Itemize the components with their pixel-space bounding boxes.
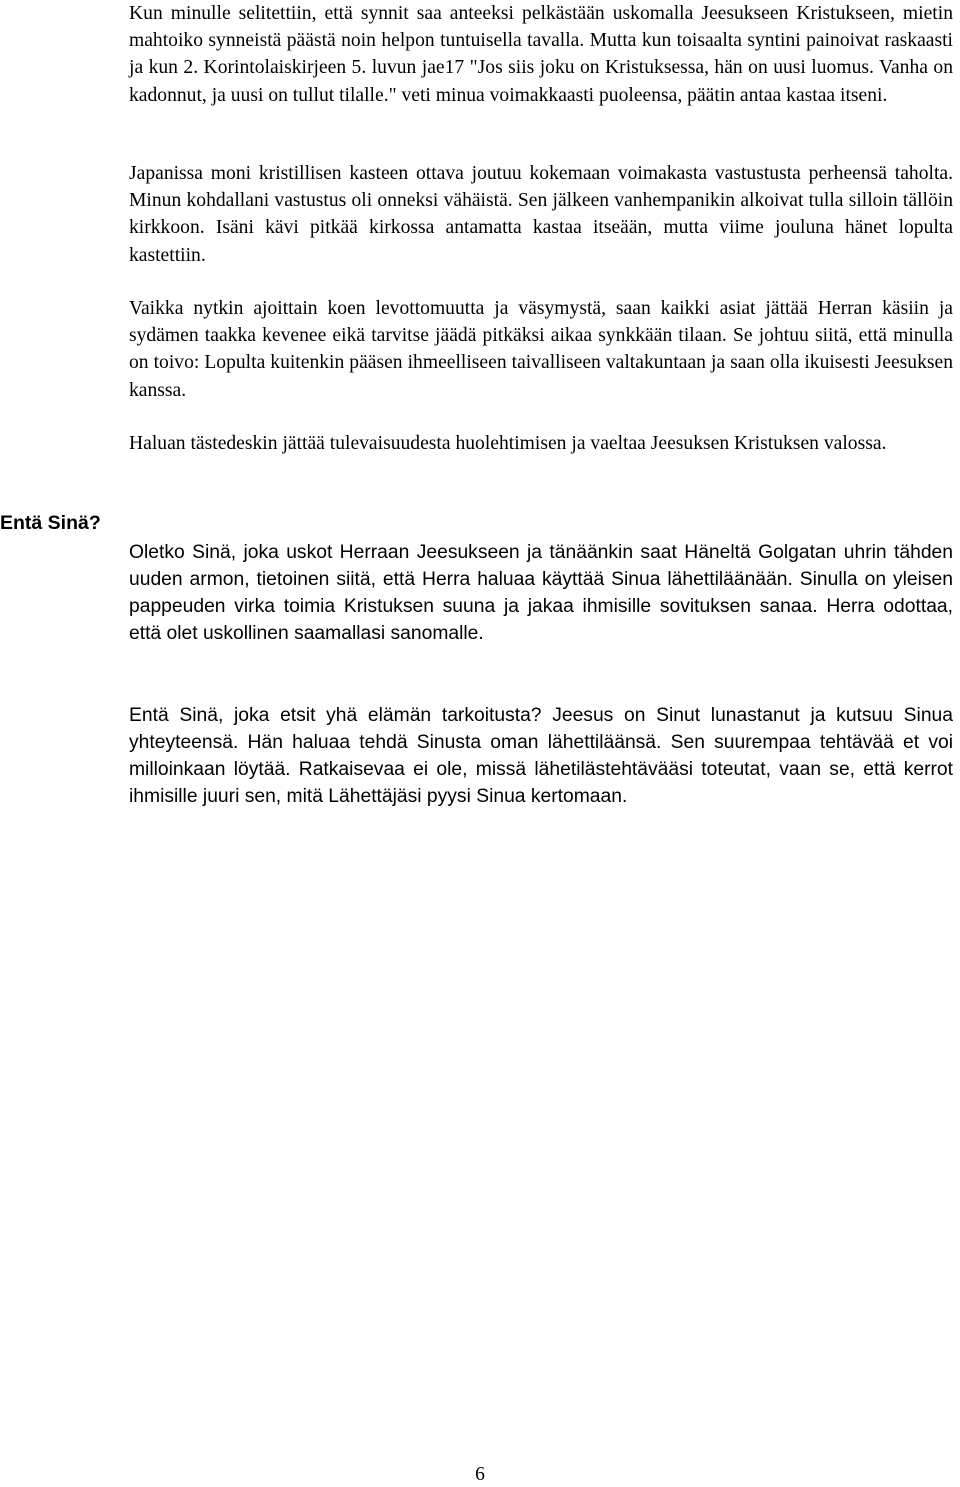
paragraph-believer-call: [129, 539, 953, 647]
paragraph-text: Oletko Sinä, joka uskot Herraan Jeesukseen ja tänäänkin saat Häneltä Golgatan uhrin tähden uuden armon, tietoinen siitä, että Herra haluaa käyttää Sinua lähettiläänään. Sinulla on yleisen pappeuden virka toimia Kristuksen suuna ja jakaa ihmisille sovituksen sanaa. Herra odottaa, että olet uskollinen saamallasi sanomalle.: [129, 542, 953, 644]
paragraph-hope: [129, 295, 953, 404]
paragraph-text: Entä Sinä, joka etsit yhä elämän tarkoitusta? Jeesus on Sinut lunastanut ja kutsuu Sinua yhteyteensä. Hän haluaa tehdä Sinusta oman lähettiläänsä. Sen suurempaa tehtävää et voi milloinkaan löytää. Ratkaisevaa ei ole, missä lähetilästehtävääsi toteutat, vaan se, että kerrot ihmisille juuri sen, mitä Lähettäjäsi pyysi Sinua kertomaan.: [129, 705, 953, 807]
paragraph-baptism-decision: [129, 0, 953, 109]
paragraph-text: Japanissa moni kristillisen kasteen ottava joutuu kokemaan voimakasta vastustusta perheensä taholta. Minun kohdallani vastustus oli onneksi vähäistä. Sen jälkeen vanhempanikin alkoivat tulla silloin tällöin kirkkoon. Isäni kävi pitkää kirkossa antamatta kastaa itseään, mutta viime jouluna hänet lopulta kastettiin.: [129, 163, 953, 266]
paragraph-text: Kun minulle selitettiin, että synnit saa anteeksi pelkästään uskomalla Jeesukseen Kristukseen, mietin mahtoiko synneistä päästä noin helpon tuntuisella tavalla. Mutta kun toisaalta syntini painoivat raskaasti ja kun 2. Korintolaiskirjeen 5. luvun jae17 "Jos siis joku on Kristuksessa, hän on uusi luomus. Vanha on kadonnut, ja uusi on tullut tilalle." veti minua voimakkaasti puoleensa, päätin antaa kastaa itseni.: [129, 3, 953, 106]
section-heading: Entä Sinä?: [0, 512, 101, 534]
paragraph-family-opposition: [129, 160, 953, 269]
page-number: 6: [475, 1464, 485, 1485]
paragraph-text: Vaikka nytkin ajoittain koen levottomuutta ja väsymystä, saan kaikki asiat jättää Herran käsiin ja sydämen taakka kevenee eikä tarvitse jäädä pitkäksi aikaa synkkään tilaan. Se johtuu siitä, että minulla on toivo: Lopulta kuitenkin pääsen ihmeelliseen taivalliseen valtakuntaan ja saan olla ikuisesti Jeesuksen kanssa.: [129, 298, 953, 401]
paragraph-text: Haluan tästedeskin jättää tulevaisuudesta huolehtimisen ja vaeltaa Jeesuksen Kristuksen valossa.: [129, 433, 887, 454]
paragraph-seeker-call: [129, 702, 953, 810]
paragraph-future: [129, 430, 953, 457]
